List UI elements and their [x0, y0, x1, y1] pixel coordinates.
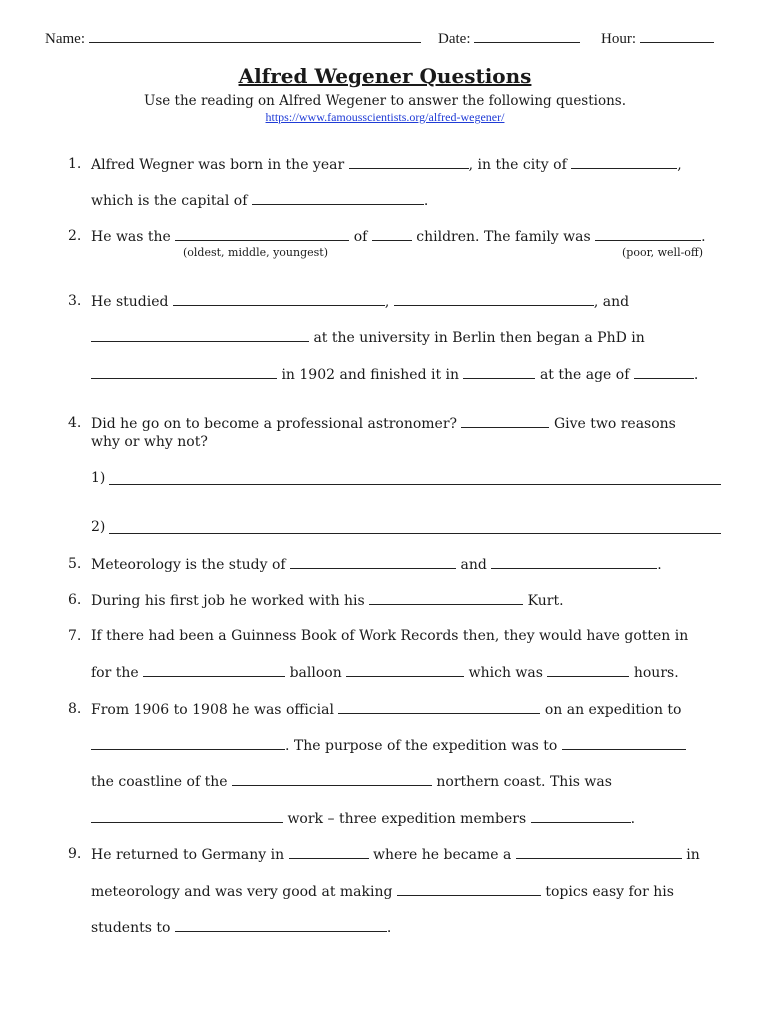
answer-blank[interactable]: [173, 293, 385, 306]
answer-blank[interactable]: [91, 737, 285, 750]
answer-blank[interactable]: [394, 293, 594, 306]
hint-birth-order: (oldest, middle, youngest): [183, 246, 329, 259]
hour-label: Hour:: [601, 31, 636, 47]
answer-blank[interactable]: [290, 556, 456, 569]
question-6-line-1: During his first job he worked with his Kurt.: [91, 593, 564, 609]
source-link[interactable]: https://www.famousscientists.org/alfred-wegener/: [265, 110, 505, 124]
date-blank[interactable]: [474, 30, 580, 43]
hint-wealth: (poor, well-off): [622, 246, 704, 259]
answer-blank[interactable]: [491, 556, 657, 569]
hour-field[interactable]: [601, 30, 714, 48]
name-field[interactable]: [45, 30, 421, 48]
question-4-line-1: Did he go on to become a professional astronomer? Give two reasons: [91, 416, 676, 432]
answer-blank[interactable]: [369, 592, 523, 605]
reason-2-label: 2): [91, 519, 106, 535]
answer-blank[interactable]: [143, 664, 285, 677]
question-number: 9.: [68, 846, 82, 862]
answer-blank[interactable]: [91, 329, 309, 342]
date-label: Date:: [438, 31, 471, 47]
answer-blank[interactable]: [346, 664, 464, 677]
question-7-line-1: If there had been a Guinness Book of Work Records then, they would have gotten in: [91, 628, 689, 644]
answer-blank[interactable]: [463, 366, 535, 379]
page-title: Alfred Wegener Questions: [238, 64, 532, 88]
answer-blank[interactable]: [562, 737, 686, 750]
answer-blank[interactable]: [175, 919, 387, 932]
question-8-line-2: . The purpose of the expedition was to: [91, 737, 686, 754]
question-number: 4.: [68, 415, 82, 431]
question-2-line-1: He was the of children. The family was .: [91, 229, 706, 245]
name-label: Name:: [45, 31, 85, 47]
answer-blank[interactable]: [91, 366, 277, 379]
question-number: 8.: [68, 701, 82, 717]
question-9-line-2: meteorology and was very good at making topics easy for his: [91, 884, 674, 900]
question-number: 6.: [68, 592, 82, 608]
instructions: Use the reading on Alfred Wegener to answer the following questions.: [143, 93, 627, 109]
question-1-line-2: which is the capital of .: [91, 193, 429, 209]
answer-blank[interactable]: [349, 156, 469, 169]
hour-blank[interactable]: [640, 30, 714, 43]
question-number: 5.: [68, 556, 82, 572]
answer-blank[interactable]: [397, 883, 541, 896]
answer-blank[interactable]: [595, 228, 701, 241]
question-1-line-1: Alfred Wegner was born in the year , in the city of ,: [91, 157, 682, 173]
answer-blank[interactable]: [516, 846, 682, 859]
answer-blank[interactable]: [232, 773, 432, 786]
question-7-line-2: for the balloon which was hours.: [91, 665, 679, 681]
answer-blank[interactable]: [372, 228, 412, 241]
question-number: 1.: [68, 156, 82, 172]
answer-blank[interactable]: [634, 366, 694, 379]
reason-1-label: 1): [91, 470, 106, 486]
answer-blank[interactable]: [338, 701, 540, 714]
question-8-line-4: work – three expedition members .: [91, 810, 635, 827]
reason-1-line[interactable]: [109, 484, 721, 485]
question-number: 2.: [68, 228, 82, 244]
date-field[interactable]: [438, 30, 580, 48]
question-4-line-2: why or why not?: [91, 434, 208, 450]
question-3-line-3: in 1902 and finished it in at the age of .: [91, 366, 698, 383]
answer-blank[interactable]: [547, 664, 629, 677]
question-3-line-1: He studied , , and: [91, 294, 630, 310]
answer-blank[interactable]: [531, 810, 631, 823]
question-number: 3.: [68, 293, 82, 309]
name-blank[interactable]: [89, 30, 421, 43]
answer-blank[interactable]: [175, 228, 349, 241]
answer-blank[interactable]: [252, 192, 424, 205]
question-number: 7.: [68, 628, 82, 644]
reason-2-line[interactable]: [109, 533, 721, 534]
question-8-line-3: the coastline of the northern coast. This was: [91, 774, 612, 790]
answer-blank[interactable]: [289, 846, 369, 859]
answer-blank[interactable]: [461, 415, 549, 428]
question-3-line-2: at the university in Berlin then began a PhD in: [91, 329, 645, 346]
answer-blank[interactable]: [571, 156, 677, 169]
question-9-line-3: students to .: [91, 920, 392, 936]
question-8-line-1: From 1906 to 1908 he was official on an expedition to: [91, 702, 682, 718]
question-9-line-1: He returned to Germany in where he became a in: [91, 847, 700, 863]
question-5-line-1: Meteorology is the study of and .: [91, 557, 662, 573]
answer-blank[interactable]: [91, 810, 283, 823]
